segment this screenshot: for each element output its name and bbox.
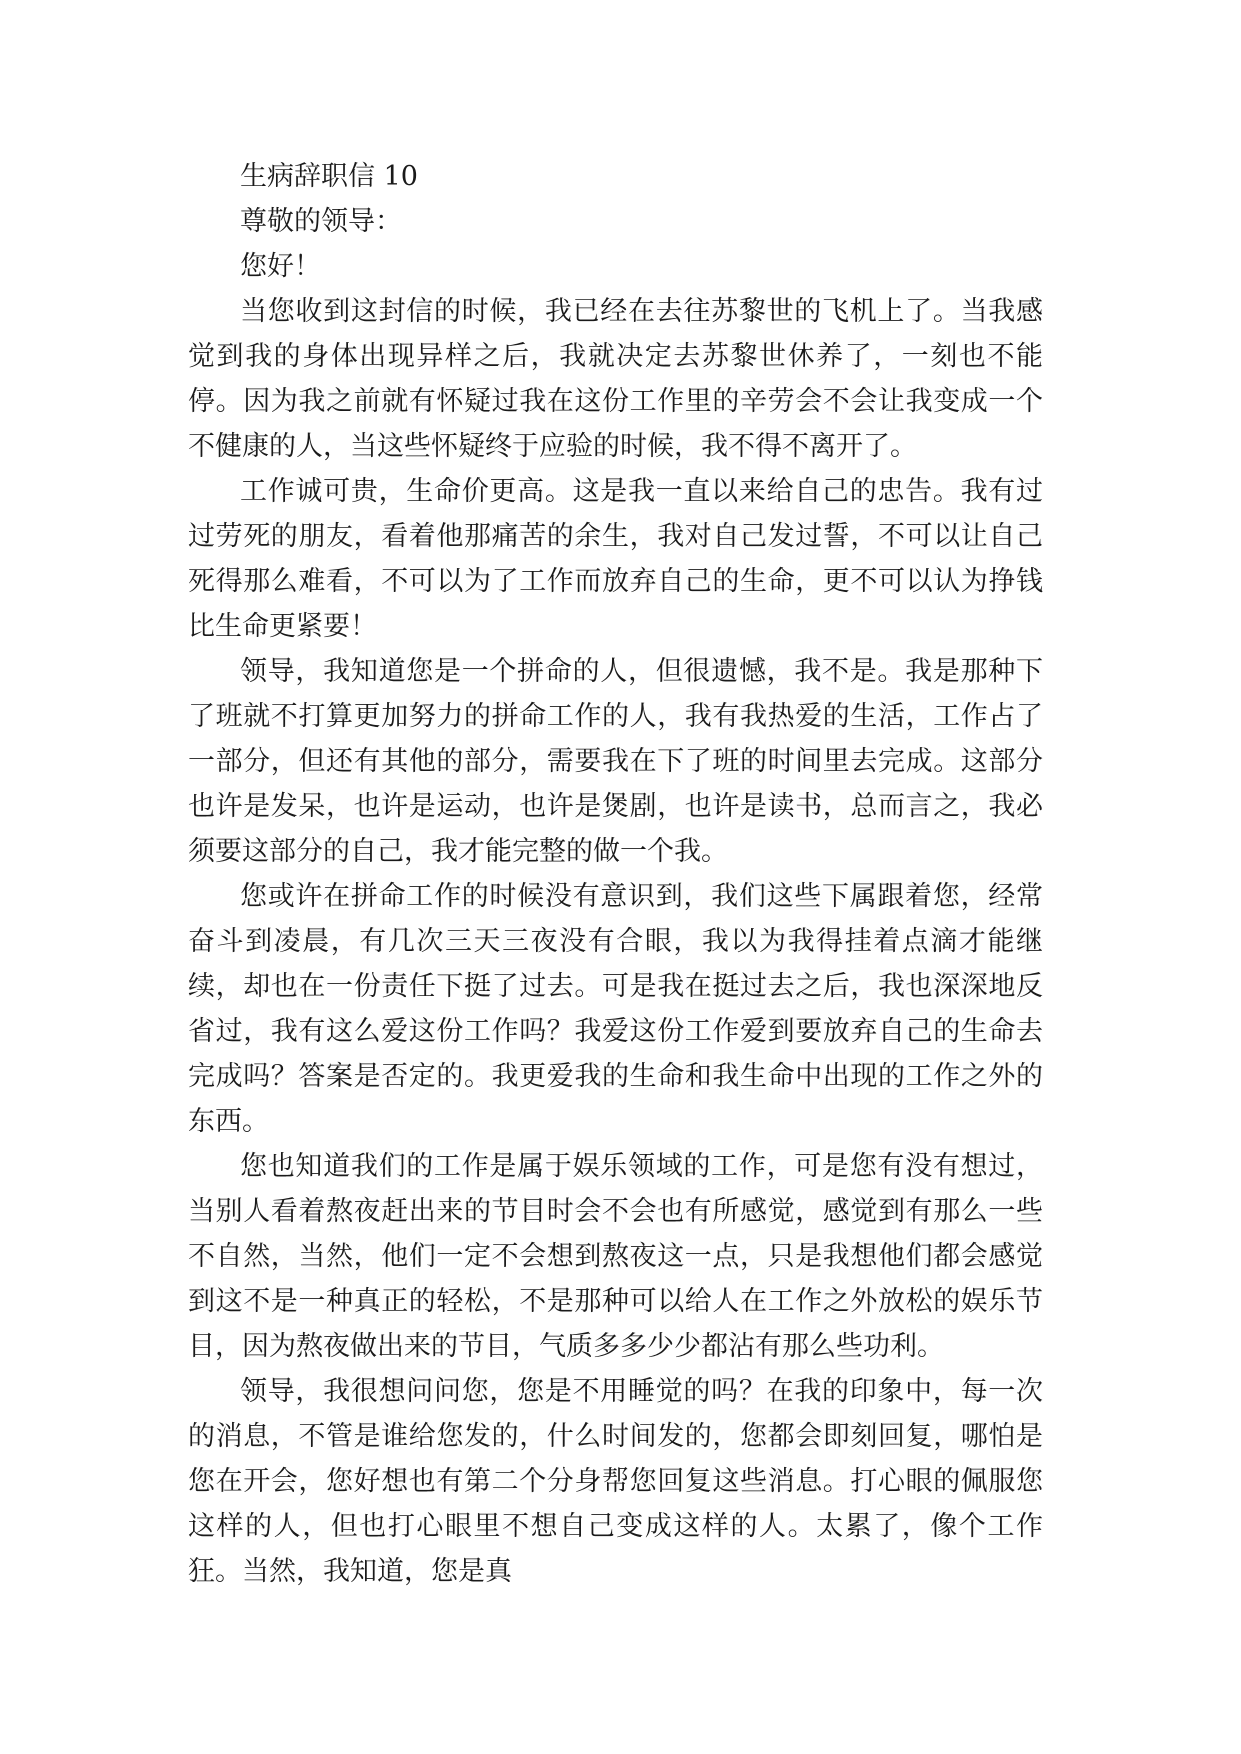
- body-paragraph: 工作诚可贵，生命价更高。这是我一直以来给自己的忠告。我有过过劳死的朋友，看着他那痛苦的余生，我对自己发过誓，不可以让自己死得那么难看，不可以为了工作而放弃自己的生命，更不可以认为挣钱比生命更紧要！: [188, 476, 1043, 642]
- document-title: 生病辞职信 10: [240, 161, 418, 192]
- body-paragraph: 当您收到这封信的时候，我已经在去往苏黎世的飞机上了。当我感觉到我的身体出现异样之后，我就决定去苏黎世休养了，一刻也不能停。因为我之前就有怀疑过我在这份工作里的辛劳会不会让我变成一个不健康的人，当这些怀疑终于应验的时候，我不得不离开了。: [188, 296, 1043, 462]
- greeting: 您好！: [240, 251, 321, 282]
- body-paragraph: 您或许在拼命工作的时候没有意识到，我们这些下属跟着您，经常奋斗到凌晨，有几次三天三夜没有合眼，我以为我得挂着点滴才能继续，却也在一份责任下挺了过去。可是我在挺过去之后，我也深深地反省过，我有这么爱这份工作吗？我爱这份工作爱到要放弃自己的生命去完成吗？答案是否定的。我更爱我的生命和我生命中出现的工作之外的东西。: [188, 881, 1043, 1137]
- letter-body: [188, 289, 1043, 1594]
- body-paragraph: 领导，我很想问问您，您是不用睡觉的吗？在我的印象中，每一次的消息，不管是谁给您发的，什么时间发的，您都会即刻回复，哪怕是您在开会，您好想也有第二个分身帮您回复这些消息。打心眼的佩服您这样的人，但也打心眼里不想自己变成这样的人。太累了，像个工作狂。当然，我知道，您是真: [188, 1376, 1043, 1587]
- salutation: 尊敬的领导：: [240, 206, 402, 237]
- body-paragraph: 您也知道我们的工作是属于娱乐领域的工作，可是您有没有想过，当别人看着熬夜赶出来的节目时会不会也有所感觉，感觉到有那么一些不自然，当然，他们一定不会想到熬夜这一点，只是我想他们都会感觉到这不是一种真正的轻松，不是那种可以给人在工作之外放松的娱乐节目，因为熬夜做出来的节目，气质多多少少都沾有那么些功利。: [188, 1151, 1043, 1362]
- body-paragraph: 领导，我知道您是一个拼命的人，但很遗憾，我不是。我是那种下了班就不打算更加努力的拼命工作的人，我有我热爱的生活，工作占了一部分，但还有其他的部分，需要我在下了班的时间里去完成。这部分也许是发呆，也许是运动，也许是煲剧，也许是读书，总而言之，我必须要这部分的自己，我才能完整的做一个我。: [188, 656, 1043, 867]
- document-page: [188, 154, 1043, 1594]
